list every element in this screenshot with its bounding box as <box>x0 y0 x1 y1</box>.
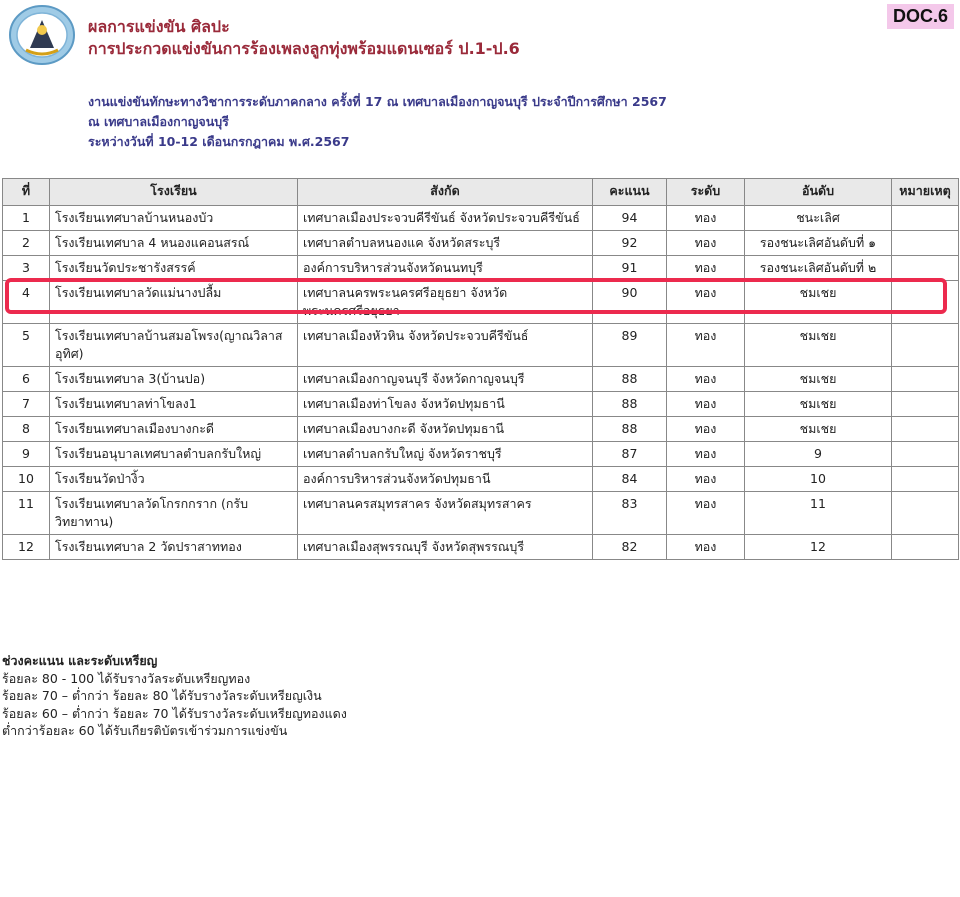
cell-school: โรงเรียนเทศบาลวัดโกรกกราก (กรับวิทยาทาน) <box>50 492 298 535</box>
cell-affiliation: เทศบาลเมืองบางกะดี จังหวัดปทุมธานี <box>298 417 593 442</box>
cell-rank: 11 <box>745 492 892 535</box>
header-level: ระดับ <box>667 179 745 206</box>
cell-score: 90 <box>593 281 667 324</box>
table-row-highlighted <box>3 256 959 281</box>
cell-school: โรงเรียนเทศบาล 3(บ้านปอ) <box>50 367 298 392</box>
cell-affiliation: เทศบาลตำบลกรับใหญ่ จังหวัดราชบุรี <box>298 442 593 467</box>
event-line-1: งานแข่งขันทักษะทางวิชาการระดับภาคกลาง ครั้งที่ 17 ณ เทศบาลเมืองกาญจนบุรี ประจำปีการศึกษา 2567 <box>88 94 667 109</box>
event-line-3: ระหว่างวันที่ 10-12 เดือนกรกฎาคม พ.ศ.2567 <box>88 134 350 149</box>
cell-no: 1 <box>3 206 50 231</box>
cell-affiliation: เทศบาลเมืองสุพรรณบุรี จังหวัดสุพรรณบุรี <box>298 535 593 560</box>
cell-rank: ชมเชย <box>745 367 892 392</box>
cell-no: 5 <box>3 324 50 367</box>
results-table <box>2 178 959 560</box>
cell-no: 11 <box>3 492 50 535</box>
table-row <box>3 206 959 231</box>
cell-school: โรงเรียนเทศบาลเมืองบางกะดี <box>50 417 298 442</box>
header-score: คะแนน <box>593 179 667 206</box>
doc-number-badge: DOC.6 <box>887 4 954 29</box>
header-no: ที่ <box>3 179 50 206</box>
cell-remark <box>892 231 959 256</box>
cell-score: 88 <box>593 417 667 442</box>
cell-remark <box>892 392 959 417</box>
cell-level: ทอง <box>667 467 745 492</box>
cell-no: 12 <box>3 535 50 560</box>
cell-school: โรงเรียนเทศบาล 2 วัดปราสาททอง <box>50 535 298 560</box>
cell-no: 8 <box>3 417 50 442</box>
cell-score: 83 <box>593 492 667 535</box>
cell-score: 88 <box>593 392 667 417</box>
document-title <box>88 16 520 60</box>
cell-school: โรงเรียนวัดประชารังสรรค์ <box>50 256 298 281</box>
cell-rank: รองชนะเลิศอันดับที่ ๑ <box>745 231 892 256</box>
cell-level: ทอง <box>667 231 745 256</box>
table-row <box>3 281 959 324</box>
cell-affiliation: เทศบาลนครพระนครศรีอยุธยา จังหวัดพระนครศรีอยุธยา <box>298 281 593 324</box>
cell-school: โรงเรียนเทศบาลวัดแม่นางปลื้ม <box>50 281 298 324</box>
cell-level: ทอง <box>667 535 745 560</box>
cell-no: 7 <box>3 392 50 417</box>
cell-affiliation: เทศบาลเมืองท่าโขลง จังหวัดปทุมธานี <box>298 392 593 417</box>
cell-no: 2 <box>3 231 50 256</box>
cell-score: 87 <box>593 442 667 467</box>
table-row <box>3 231 959 256</box>
cell-level: ทอง <box>667 367 745 392</box>
cell-score: 91 <box>593 256 667 281</box>
cell-no: 9 <box>3 442 50 467</box>
note-line: ต่ำกว่าร้อยละ 60 ได้รับเกียรติบัตรเข้าร่วมการแข่งขัน <box>2 723 288 738</box>
cell-level: ทอง <box>667 417 745 442</box>
cell-affiliation: องค์การบริหารส่วนจังหวัดปทุมธานี <box>298 467 593 492</box>
cell-score: 92 <box>593 231 667 256</box>
cell-school: โรงเรียนเทศบาลท่าโขลง1 <box>50 392 298 417</box>
cell-no: 6 <box>3 367 50 392</box>
event-info <box>88 92 667 152</box>
table-header-row <box>3 179 959 206</box>
table-row <box>3 492 959 535</box>
cell-no: 4 <box>3 281 50 324</box>
table-row <box>3 442 959 467</box>
cell-school: โรงเรียนวัดป่างิ้ว <box>50 467 298 492</box>
cell-affiliation: องค์การบริหารส่วนจังหวัดนนทบุรี <box>298 256 593 281</box>
cell-rank: 10 <box>745 467 892 492</box>
cell-affiliation: เทศบาลตำบลหนองแค จังหวัดสระบุรี <box>298 231 593 256</box>
table-row <box>3 467 959 492</box>
cell-school: โรงเรียนเทศบาลบ้านสมอโพรง(ญาณวิลาสอุทิศ) <box>50 324 298 367</box>
score-range-notes <box>2 652 347 740</box>
cell-affiliation: เทศบาลนครสมุทรสาคร จังหวัดสมุทรสาคร <box>298 492 593 535</box>
cell-no: 3 <box>3 256 50 281</box>
table-row <box>3 324 959 367</box>
note-line: ร้อยละ 60 – ต่ำกว่า ร้อยละ 70 ได้รับรางวัลระดับเหรียญทองแดง <box>2 705 347 721</box>
event-line-2: ณ เทศบาลเมืองกาญจนบุรี <box>88 114 229 129</box>
table-row <box>3 535 959 560</box>
cell-remark <box>892 206 959 231</box>
table-row <box>3 392 959 417</box>
cell-score: 88 <box>593 367 667 392</box>
cell-affiliation: เทศบาลเมืองหัวหิน จังหวัดประจวบคีรีขันธ์ <box>298 324 593 367</box>
cell-level: ทอง <box>667 492 745 535</box>
cell-no: 10 <box>3 467 50 492</box>
cell-affiliation: เทศบาลเมืองกาญจนบุรี จังหวัดกาญจนบุรี <box>298 367 593 392</box>
cell-rank: ชมเชย <box>745 324 892 367</box>
title-line-2: การประกวดแข่งขันการร้องเพลงลูกทุ่งพร้อมแดนเซอร์ ป.1-ป.6 <box>88 39 520 58</box>
cell-school: โรงเรียนเทศบาลบ้านหนองบัว <box>50 206 298 231</box>
cell-remark <box>892 417 959 442</box>
cell-school: โรงเรียนเทศบาล 4 หนองแคอนสรณ์ <box>50 231 298 256</box>
cell-level: ทอง <box>667 206 745 231</box>
cell-remark <box>892 467 959 492</box>
cell-remark <box>892 535 959 560</box>
header-rank: อันดับ <box>745 179 892 206</box>
cell-remark <box>892 367 959 392</box>
cell-remark <box>892 442 959 467</box>
cell-rank: รองชนะเลิศอันดับที่ ๒ <box>745 256 892 281</box>
header-remark: หมายเหตุ <box>892 179 959 206</box>
cell-rank: ชมเชย <box>745 392 892 417</box>
cell-rank: ชมเชย <box>745 281 892 324</box>
cell-remark <box>892 256 959 281</box>
table-row <box>3 367 959 392</box>
table-row <box>3 417 959 442</box>
cell-remark <box>892 492 959 535</box>
cell-score: 94 <box>593 206 667 231</box>
cell-remark <box>892 281 959 324</box>
cell-affiliation: เทศบาลเมืองประจวบคีรีขันธ์ จังหวัดประจวบคีรีขันธ์ <box>298 206 593 231</box>
cell-level: ทอง <box>667 281 745 324</box>
cell-school: โรงเรียนอนุบาลเทศบาลตำบลกรับใหญ่ <box>50 442 298 467</box>
cell-score: 89 <box>593 324 667 367</box>
cell-level: ทอง <box>667 442 745 467</box>
cell-level: ทอง <box>667 392 745 417</box>
cell-score: 84 <box>593 467 667 492</box>
notes-title: ช่วงคะแนน และระดับเหรียญ <box>2 653 158 668</box>
title-line-1: ผลการแข่งขัน ศิลปะ <box>88 17 230 36</box>
cell-rank: 12 <box>745 535 892 560</box>
cell-rank: ชนะเลิศ <box>745 206 892 231</box>
cell-level: ทอง <box>667 256 745 281</box>
note-line: ร้อยละ 70 – ต่ำกว่า ร้อยละ 80 ได้รับรางวัลระดับเหรียญเงิน <box>2 688 322 703</box>
organization-logo <box>8 4 76 66</box>
header-school: โรงเรียน <box>50 179 298 206</box>
cell-rank: 9 <box>745 442 892 467</box>
header-affiliation: สังกัด <box>298 179 593 206</box>
note-line: ร้อยละ 80 - 100 ได้รับรางวัลระดับเหรียญทอง <box>2 670 251 686</box>
cell-level: ทอง <box>667 324 745 367</box>
cell-remark <box>892 324 959 367</box>
cell-score: 82 <box>593 535 667 560</box>
cell-rank: ชมเชย <box>745 417 892 442</box>
